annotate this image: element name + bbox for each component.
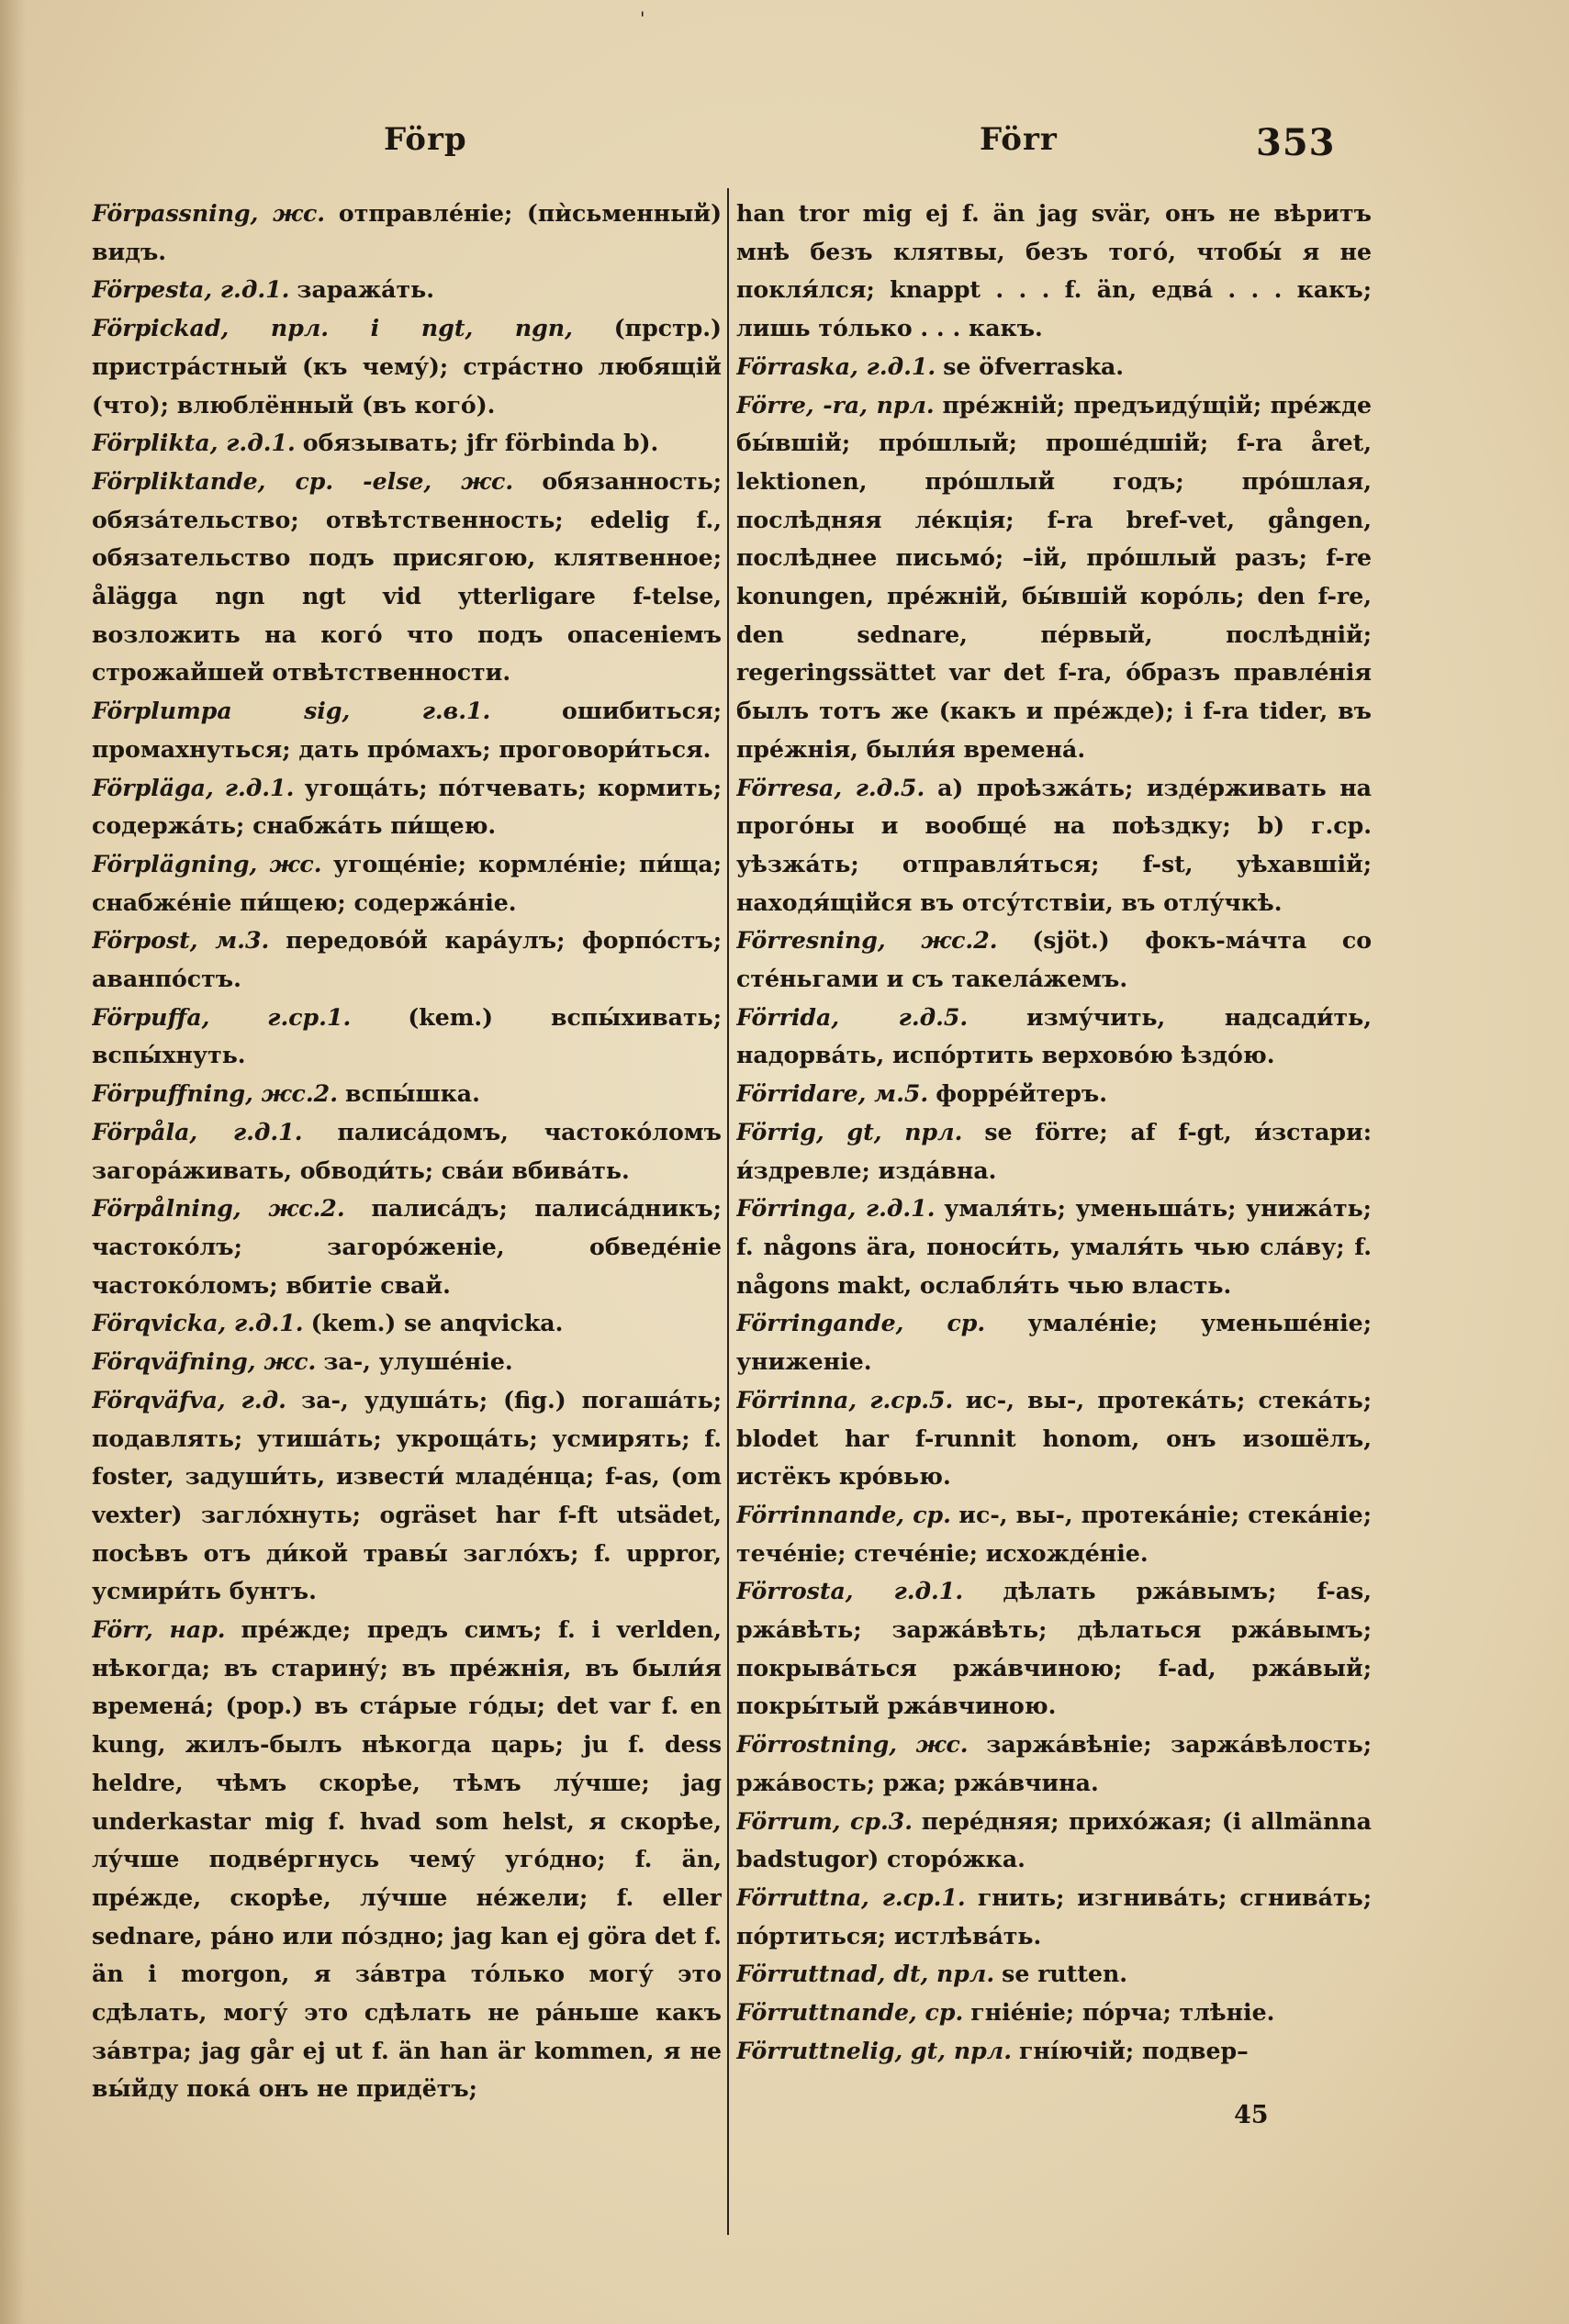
entry-headword: Förpläga, г.д.1. [92,773,295,801]
dictionary-entry [736,386,1372,769]
dictionary-entry [736,1572,1372,1726]
entry-definition: форрéйтеръ. [936,1079,1107,1108]
top-mark: ' [640,7,645,29]
entry-headword: Förresning, жс.2. [736,926,998,955]
running-head-left: Förp [384,121,467,158]
dictionary-entry [92,922,722,998]
page-number: 353 [1256,121,1336,164]
dictionary-entry [736,1496,1372,1572]
dictionary-entry [92,1304,722,1343]
entry-definition: (kem.) вспы́хивать; вспы́хнуть. [92,1002,722,1069]
entry-headword: Förpesta, г.д.1. [92,275,290,304]
dictionary-entry [736,1113,1372,1190]
entry-headword: Förrinnande, ср. [736,1500,951,1528]
dictionary-entry [736,1190,1372,1304]
entry-definition: (sjöt.) фокъ-мáчта со стéньгами и съ такелáжемъ. [736,926,1372,993]
entry-definition: за-, улушéніе. [323,1347,513,1376]
entry-headword: Förpassning, жс. [92,199,326,227]
entry-definition: заражáть. [297,275,434,304]
dictionary-entry [736,1075,1372,1113]
entry-definition: за-, удушáть; (fig.) погашáть; подавлять; утишáть; укрощáть; усмирять; f. foster, задуши́ть, извести́ младéнца; f-as, (om vexter) заглóхнуть; ogräset har f-ft utsädet, посѣвъ отъ ди́кой травы́ заглóхъ; f. uppror, усмири́ть бунтъ. [92,1385,722,1605]
entry-headword: Förqväfva, г.д. [92,1385,286,1413]
entry-headword: Förrum, ср.3. [736,1806,913,1835]
entry-definition: гніéніе; пóрча; тлѣніе. [970,1998,1275,2027]
entry-headword: Förrida, г.д.5. [736,1002,969,1031]
entry-headword: Förpost, м.3. [92,926,270,955]
entry-headword: Förruttnande, ср. [736,1998,964,2027]
dictionary-entry [736,1381,1372,1496]
entry-definition: перéдняя; прихóжая; (i allmänna badstugor) сторóжка. [736,1806,1372,1873]
right-column [736,195,1372,2113]
dictionary-entry [736,1304,1372,1380]
dictionary-entry [92,1343,722,1381]
entry-headword: Förqvicka, г.д.1. [92,1309,304,1337]
dictionary-entry [736,922,1372,998]
dictionary-entry [92,692,722,768]
dictionary-entry [92,845,722,922]
dictionary-entry [92,1190,722,1304]
left-column [92,195,722,2113]
entry-definition: ис-, вы-, протекáть; стекáть; blodet har f-runnit honom, онъ изошёлъ, истёкъ крóвью. [736,1385,1372,1491]
dictionary-entry [736,1803,1372,1879]
dictionary-entry [736,2032,1372,2071]
entry-definition: умалéніе; уменьшéніе; униженіе. [736,1309,1372,1376]
column-divider [727,188,729,2235]
dictionary-entry [92,424,722,463]
entry-definition: изму́чить, надсади́ть, надорвáть, испóртить верховóю ѣздóю. [736,1002,1372,1069]
dictionary-entry [736,1726,1372,1802]
entry-definition: гні́ючій; подвер– [1018,2036,1249,2064]
signature-mark: 45 [1234,2101,1269,2129]
dictionary-entry [92,309,722,424]
entry-definition: передовóй карáулъ; форпóстъ; аванпóстъ. [92,926,722,993]
entry-definition: а) проѣзжáть; издéрживать на прогóны и вообщé на поѣздку; b) г.ср. уѣзжáть; отправля́ться; f-st, уѣхавшій; находя́щійся въ отсу́тствіи, въ отлу́чкѣ. [736,773,1372,916]
dictionary-entry [92,1075,722,1113]
entry-headword: Förruttna, г.ср.1. [736,1883,966,1911]
entry-definition: прéжде; предъ симъ; f. i verlden, нѣкогда; въ старину́; въ прéжнія, въ были́я временá; (рор.) въ стáрые гóды; det var f. en kung, жилъ-былъ нѣкогда царь; ju f. dess heldre, чѣмъ скорѣе, тѣмъ лу́чше; jag underkastar mig f. hvad som helst, я скорѣе, лу́чше подвéргнусь чему́ угóдно; f. än, прéжде, скорѣе, лу́чше нéжели; f. eller sednare, рáно или пóздно; jag kan ej göra det f. än i morgon, я зáвтра тóлько могу́ это сдѣлать, могу́ это сдѣлать не рáньше какъ зáвтра; jag går ej ut f. än han är kommen, я не вы́йду покá онъ не придётъ; [92,1615,722,2103]
entry-definition: палисáдомъ, частокóломъ загорáживать, обводи́ть; свáи вбивáть. [92,1117,722,1184]
entry-headword: Förringande, ср. [736,1309,986,1337]
dictionary-entry [92,1381,722,1611]
entry-headword: Förpåla, г.д.1. [92,1117,303,1145]
entry-headword: Förrosta, г.д.1. [736,1577,964,1605]
entry-headword: Förre, -ra, прл. [736,390,935,419]
dictionary-entry [92,463,722,692]
entry-definition: обязывать; jfr förbinda b). [302,429,659,457]
entry-definition: угощéніе; кормлéніе; пи́ща; снабжéніе пи́щею; содержáніе. [92,849,722,916]
entry-headword: Förqväfning, жс. [92,1347,317,1376]
entry-headword: Förruttnad, dt, прл. [736,1960,995,1988]
entry-definition: se rutten. [1002,1960,1128,1988]
dictionary-entry [736,1955,1372,1994]
dictionary-entry [736,1994,1372,2032]
dictionary-entry [736,348,1372,386]
dictionary-entry [92,999,722,1075]
entry-headword: Förringa, г.д.1. [736,1194,936,1223]
entry-headword: Förr, нар. [92,1615,226,1644]
entry-headword: Förpålning, жс.2. [92,1194,345,1223]
entry-headword: Förrinna, г.ср.5. [736,1385,954,1413]
entry-headword: Förpliktande, ср. -else, жс. [92,466,514,495]
entry-definition: угощáть; пóтчевать; кормить; содержáть; снабжáть пи́щею. [92,773,722,840]
entry-definition: умаля́ть; уменьшáть; унижáть; f. någons ära, поноси́ть, умаля́ть чью слáву; f. någons makt, ослабля́ть чью власть. [736,1194,1372,1299]
running-head-right: Förr [980,121,1058,158]
entry-headword: Förraska, г.д.1. [736,352,936,380]
entry-definition: заржáвѣніе; заржáвѣлость; ржáвость; ржа; ржáвчина. [736,1730,1372,1796]
entry-definition: se förre; af f-gt, и́зстари: и́здревле; издáвна. [736,1117,1372,1184]
entry-definition: дѣлать ржáвымъ; f-as, ржáвѣть; заржáвѣть; дѣлаться ржáвымъ; покрывáться ржáвчиною; f-ad, ржáвый; покры́тый ржáвчиною. [736,1577,1372,1720]
entry-definition: ошибиться; промахнуться; дать прóмахъ; проговори́ться. [92,697,722,763]
entry-headword: Förplumpa sig, г.в.1. [92,697,491,725]
entry-headword: Förpuffning, жс.2. [92,1079,338,1108]
dictionary-entry [736,195,1372,348]
entry-definition: (kem.) se anqvicka. [310,1309,564,1337]
entry-definition: обязанность; обязáтельство; отвѣтственность; edelig f., обязательство подъ присягою, клятвенное; ålägga ngn ngt vid ytterligare f-telse, возложить на когó что подъ опасеніемъ строжайшей отвѣтственности. [92,466,722,687]
entry-definition: вспы́шка. [344,1079,480,1108]
dictionary-entry [92,1113,722,1190]
entry-headword: Förpuffa, г.ср.1. [92,1002,352,1031]
entry-definition: отправлéніе; (пѝсьменный) видъ. [92,199,722,265]
dictionary-entry [92,1611,722,2108]
entry-headword: Förpickad, прл. i ngt, ngn, [92,314,573,342]
entry-definition: прéжній; предъиду́щій; прéжде бы́вшій; прóшлый; прошéдшій; f-ra året, lektionen, прóшлый годъ; прóшлая, послѣдняя лéкція; f-ra bref-vet, gången, послѣднее письмó; –ій, прóшлый разъ; f-re konungen, прéжній, бы́вшій корóль; den f-re, den sednare, пéрвый, послѣдній; regeringssättet var det f-ra, óбразъ правлéнія былъ тотъ же (какъ и прéжде); i f-ra tider, въ прéжнія, были́я временá. [736,390,1372,763]
entry-definition: han tror mig ej f. än jag svär, онъ не вѣритъ мнѣ безъ клятвы, безъ тогó, чтобы́ я не покля́лся; knappt . . . f. än, едвá . . . какъ; лишь тóлько . . . какъ. [736,199,1372,342]
entry-definition: палисáдъ; палисáдникъ; частокóлъ; загорóженіе, обведéніе частокóломъ; вбитіе свай. [92,1194,722,1299]
entry-headword: Förplägning, жс. [92,849,322,877]
entry-definition: гнить; изгнивáть; сгнивáть; пóртиться; истлѣвáть. [736,1883,1372,1950]
entry-definition: ис-, вы-, протекáніе; стекáніе; течéніе; стечéніе; исхождéніе. [736,1500,1372,1567]
dictionary-entry [92,769,722,845]
entry-headword: Förresa, г.д.5. [736,773,925,801]
entry-definition: se öfverraska. [943,352,1125,380]
entry-headword: Förruttnelig, gt, прл. [736,2036,1012,2064]
entry-headword: Förridare, м.5. [736,1079,929,1108]
entry-headword: Förrostning, жс. [736,1730,969,1759]
dictionary-entry [736,769,1372,922]
entry-headword: Förplikta, г.д.1. [92,429,296,457]
spine-shadow [0,0,26,2324]
dictionary-entry [92,195,722,271]
dictionary-entry [736,1879,1372,1955]
entry-headword: Förrig, gt, прл. [736,1117,963,1145]
dictionary-entry [92,271,722,309]
dictionary-entry [736,999,1372,1075]
entry-definition: (прстр.) пристрáстный (къ чему́); стрáстно любящій (что); влюблённый (въ когó). [92,314,722,419]
